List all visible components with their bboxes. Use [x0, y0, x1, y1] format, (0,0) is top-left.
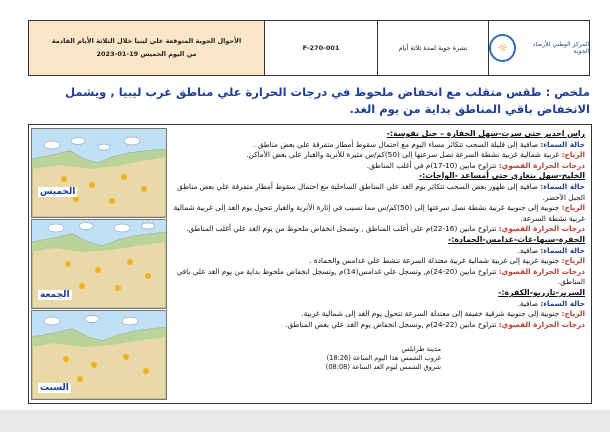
- sun-city: مدينة طرابلس: [401, 345, 441, 353]
- region-wind: [173, 256, 585, 267]
- page-footer: [0, 410, 610, 432]
- temp-value: تتراوح مابين (10-17)م في أغلب المناطق.: [366, 160, 497, 170]
- region-title: راس اجدير حتى سرت-سهل الجفارة – جبل نفوسة:-: [386, 129, 585, 138]
- sky-label: حالة السماء:: [540, 181, 585, 191]
- wind-value: جنوبية إلى جنوبية غربية نشطة تصل سرعتها إلى (50)كم/س مما تسبب في إثارة الأتربة والغبار تتحول يوم الغد إلى غربية شمالية غربية نشطة السرعة.: [173, 203, 585, 223]
- sunrise-time: شروق الشمس ليوم الغد الساعة (08:08): [325, 363, 441, 371]
- maps-column: [29, 125, 167, 403]
- org-name: المركز الوطني للأرصاد الجوية: [532, 41, 589, 55]
- temp-value: تتراوح مابين (16-22)م علي أغلب المناطق , وتسجل انخفاض ملحوظ من يوم الغد علي أغلب المناطق.: [186, 224, 497, 234]
- bulletin-title: [29, 21, 264, 75]
- forecast-map-day1: [31, 128, 167, 218]
- wind-label: الرياح:: [561, 256, 585, 266]
- title-line-2: من اليوم الخميس 19-01-2023: [96, 50, 197, 58]
- region-temp: [173, 224, 585, 235]
- temp-label: درجات الحرارة القصوي:: [498, 266, 585, 276]
- region-wind: [173, 150, 585, 161]
- wind-value: جنوبية إلى جنوبية شرقية خفيفة إلى معتدلة السرعة تتحول يوم الغد إلى شمالية غربية.: [301, 309, 560, 319]
- wind-value: غربية شمالية غربية نشطة السرعة تصل سرعتها إلى (50)كم/س مثيرة للأتربة والغبار علي بعض الأماكن.: [246, 150, 560, 160]
- day-label: الخميس: [40, 187, 76, 197]
- title-line-1: الأحوال الجوية المتوقعة علي ليبيا خلال الثلاثة الأيام القادمة: [51, 37, 242, 45]
- region-title: الجفرة-سبها-غات-غدامس-الحمادة:-: [448, 234, 585, 244]
- sky-value: صافية إلى ظهور بعض السحب تتكاثر يوم الغد علي المناطق الساحلية مع احتمال سقوط أمطار متفرقة علي بعض مناطق الجبل الأخضر.: [177, 181, 585, 202]
- sun-logo-icon: ☼: [489, 34, 516, 62]
- wind-value: جنوبية غربية إلى غربية شمالية غربية معتدلة السرعة تنشط علي غدامس والحمادة .: [309, 256, 560, 266]
- sky-label: حالة السماء:: [540, 245, 585, 255]
- bulletin-type: نشرة جوية لمدة ثلاثة أيام: [377, 21, 488, 75]
- document-code: F-270-001: [264, 21, 377, 75]
- region-sky: [173, 246, 585, 257]
- sky-value: صافية.: [517, 298, 539, 308]
- region-sky: [173, 182, 585, 203]
- sky-value: صافية إلى قليلة السحب تتكاثر مساء اليوم مع احتمال سقوط أمطار متفرقة علي بعض مناطق .: [253, 139, 539, 149]
- org-logo-cell: [488, 21, 589, 75]
- region-title: الخليج-سهل بنغازي حتى أمساعد -الواحات:-: [418, 171, 585, 181]
- day-label: السبت: [40, 383, 69, 393]
- forecast-panel: [28, 124, 592, 404]
- region-sky: [173, 140, 585, 151]
- temp-label: درجات الحرارة القصوي:: [498, 160, 585, 170]
- temp-label: درجات الحرارة القصوي:: [498, 224, 585, 234]
- regions-text: [173, 129, 585, 330]
- sun-times: [326, 345, 441, 372]
- temp-value: تتراوح مابين (22-24)م ,وتسجل انخفاض يوم الغد علي بعض المناطق.: [285, 319, 497, 329]
- region-title: السرير-تازربو-الكفرة:-: [498, 287, 585, 297]
- wind-label: الرياح:: [561, 203, 585, 213]
- wind-label: الرياح:: [561, 309, 585, 319]
- sky-label: حالة السماء:: [540, 298, 585, 308]
- wind-label: الرياح:: [561, 150, 585, 160]
- forecast-map-day2: [31, 219, 167, 309]
- day-label: الجمعة: [40, 290, 70, 300]
- header-bar: [28, 20, 590, 76]
- temp-label: درجات الحرارة القصوي:: [498, 319, 585, 329]
- libya-map-icon: [32, 129, 166, 217]
- region-wind: [173, 309, 585, 320]
- summary-text: ملخص : طقس متقلب مع انخفاض ملحوظ في درجات الحرارة علي مناطق غرب ليبيا , ويشمل الانخفاض باقي المناطق بداية من يوم الغد.: [65, 85, 590, 116]
- region-temp: [173, 161, 585, 172]
- region-sky: [173, 299, 585, 310]
- sunset-time: غروب الشمس هذا اليوم الساعة (18:26): [326, 354, 441, 362]
- region-temp: [173, 320, 585, 331]
- temp-value: تتراوح مابين (20-24)م, وتسجل علي غدامس(14)م ,وتسجل انخفاض ملحوظ بداية من يوم الغد علي باقي المناطق.: [176, 266, 585, 287]
- sky-value: صافية.: [517, 245, 539, 255]
- sky-label: حالة السماء:: [540, 139, 585, 149]
- region-temp: [173, 267, 585, 288]
- forecast-map-day3: [31, 310, 167, 400]
- region-wind: [173, 203, 585, 224]
